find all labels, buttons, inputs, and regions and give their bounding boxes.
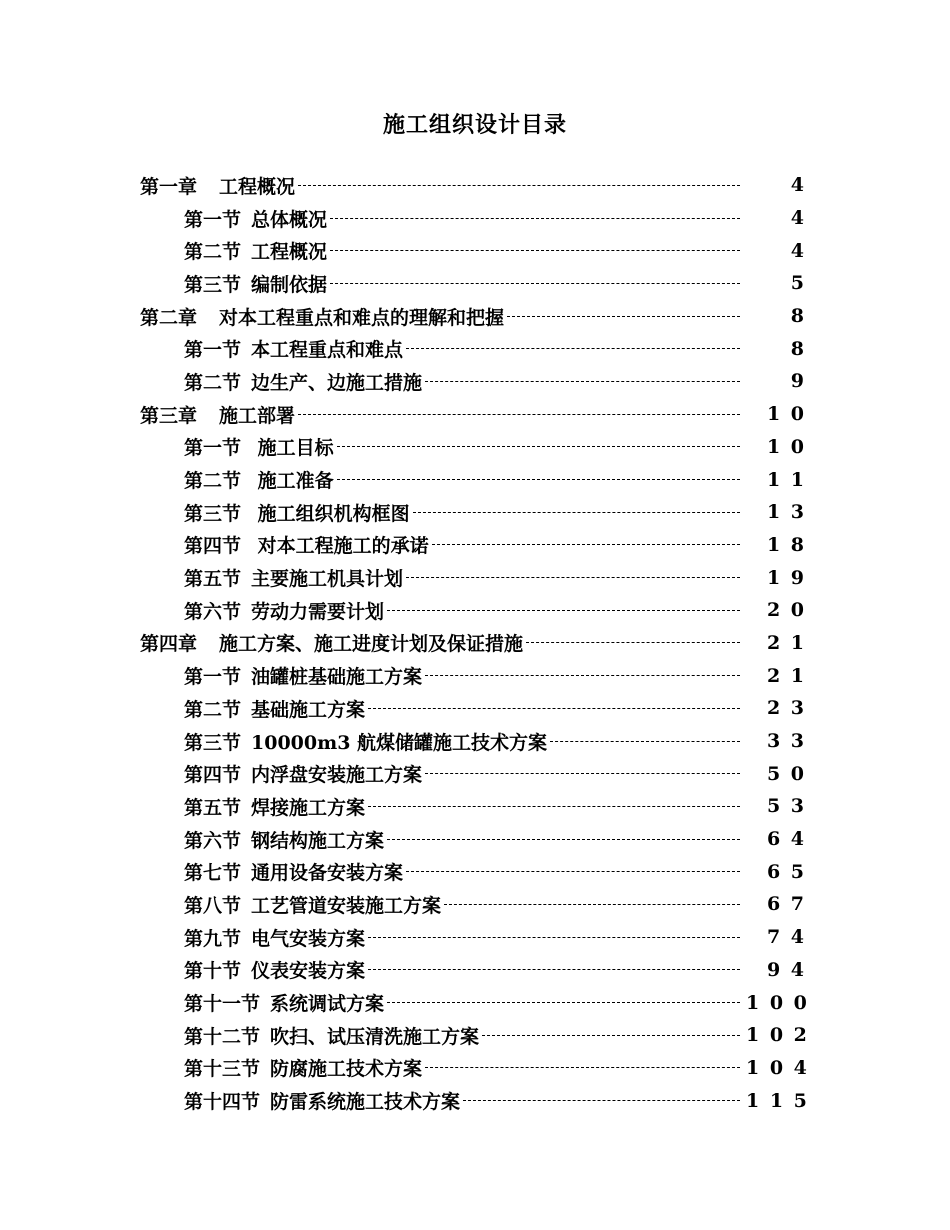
toc-page-number: 1 3 — [766, 501, 806, 524]
toc-entry-text: 工程概况 — [251, 241, 328, 264]
toc-entry-label — [184, 858, 403, 885]
toc-page-number: 4 — [790, 174, 806, 197]
toc-entry-number: 第五节 — [184, 796, 242, 819]
toc-entry-number: 第三节 — [184, 731, 242, 754]
toc-entry-number: 第七节 — [184, 862, 242, 885]
toc-entry-text: 仪表安装方案 — [251, 960, 366, 983]
toc-page-number: 6 4 — [766, 828, 806, 851]
toc-entry-number: 第二节 — [184, 470, 242, 493]
toc-entry-label — [184, 237, 327, 264]
toc-page-number: 6 5 — [766, 860, 806, 883]
toc-section-entry[interactable] — [0, 463, 950, 496]
toc-entry-text: 吹扫、试压清洗施工方案 — [270, 1025, 480, 1048]
toc-page-number: 5 0 — [766, 762, 806, 785]
toc-entry-text: 本工程重点和难点 — [251, 339, 404, 362]
toc-dash-leader — [368, 708, 740, 709]
toc-entry-number: 第三节 — [184, 502, 242, 525]
toc-entry-text: 基础施工方案 — [251, 698, 366, 721]
toc-section-entry[interactable] — [0, 1019, 950, 1052]
toc-dash-leader — [330, 218, 740, 219]
toc-chapter-entry[interactable] — [0, 169, 950, 202]
toc-entry-label — [184, 1054, 422, 1081]
toc-entry-number: 第一节 — [184, 437, 242, 460]
toc-section-entry[interactable] — [0, 954, 950, 987]
toc-page-number: 6 7 — [766, 893, 806, 916]
toc-entry-label — [184, 695, 365, 722]
toc-entry-text: 施工部署 — [219, 404, 296, 427]
toc-entry-label — [184, 989, 384, 1016]
toc-dash-leader — [425, 675, 740, 676]
toc-page-number: 8 — [790, 305, 806, 328]
toc-page-number: 1 0 — [766, 435, 806, 458]
toc-entry-number: 第十四节 — [184, 1091, 261, 1114]
toc-entry-text: 防腐施工技术方案 — [270, 1058, 423, 1081]
toc-page-number: 3 3 — [766, 730, 806, 753]
toc-entry-label — [184, 531, 429, 558]
toc-section-entry[interactable] — [0, 1084, 950, 1117]
toc-entry-text: 施工准备 — [251, 470, 334, 493]
toc-entry-number: 第四节 — [184, 535, 242, 558]
toc-dash-leader — [406, 577, 740, 578]
toc-entry-number: 第六节 — [184, 600, 242, 623]
toc-entry-label — [184, 205, 327, 232]
toc-entry-text: 劳动力需要计划 — [251, 600, 385, 623]
toc-dash-leader — [337, 479, 740, 480]
toc-entry-text: 油罐桩基础施工方案 — [251, 666, 423, 689]
toc-entry-label — [140, 629, 523, 656]
toc-page-number: 1 9 — [766, 566, 806, 589]
toc-section-entry[interactable] — [0, 594, 950, 627]
toc-page-number: 1 0 0 — [746, 991, 809, 1014]
toc-page-number: 2 3 — [766, 697, 806, 720]
toc-section-entry[interactable] — [0, 921, 950, 954]
toc-page-number: 1 8 — [766, 533, 806, 556]
toc-entry-label — [184, 728, 547, 755]
toc-entry-number: 第六节 — [184, 829, 242, 852]
toc-entry-number: 第八节 — [184, 894, 242, 917]
toc-page-number: 1 0 2 — [746, 1024, 809, 1047]
toc-entry-number: 第一节 — [184, 339, 242, 362]
toc-dash-leader — [330, 283, 740, 284]
toc-entry-label — [184, 760, 422, 787]
toc-entry-label — [184, 956, 365, 983]
toc-section-entry[interactable] — [0, 267, 950, 300]
toc-dash-leader — [463, 1100, 740, 1101]
toc-page-number: 1 0 4 — [746, 1056, 809, 1079]
toc-section-entry[interactable] — [0, 692, 950, 725]
toc-page-number: 5 — [790, 272, 806, 295]
toc-dash-leader — [368, 806, 740, 807]
toc-dash-leader — [387, 839, 740, 840]
toc-page-number: 1 1 — [766, 468, 806, 491]
toc-section-entry[interactable] — [0, 790, 950, 823]
toc-entry-label — [184, 891, 441, 918]
toc-entry-label — [184, 466, 334, 493]
toc-entry-label — [184, 499, 410, 526]
toc-entry-label — [184, 564, 403, 591]
toc-entry-number: 第二节 — [184, 371, 242, 394]
toc-section-entry[interactable] — [0, 496, 950, 529]
toc-entry-text: 工艺管道安装施工方案 — [251, 894, 442, 917]
toc-entry-number: 第三章 — [140, 404, 198, 427]
document-title: 施工组织设计目录 — [382, 112, 567, 138]
toc-entry-number: 第一章 — [140, 175, 198, 198]
toc-dash-leader — [425, 773, 740, 774]
toc-section-entry[interactable] — [0, 431, 950, 464]
toc-entry-text: 边生产、边施工措施 — [251, 371, 423, 394]
toc-entry-text: 编制依据 — [251, 273, 328, 296]
toc-page-number: 8 — [790, 337, 806, 360]
toc-entry-label — [184, 335, 403, 362]
toc-entry-text: 工程概况 — [219, 175, 296, 198]
toc-entry-label — [184, 433, 334, 460]
toc-entry-text: 总体概况 — [251, 208, 328, 231]
toc-dash-leader — [526, 642, 740, 643]
toc-section-entry[interactable] — [0, 365, 950, 398]
toc-entry-text: 焊接施工方案 — [251, 796, 366, 819]
toc-dash-leader — [406, 348, 740, 349]
toc-entry-text: 电气安装方案 — [251, 927, 366, 950]
toc-dash-leader — [507, 316, 740, 317]
toc-section-entry[interactable] — [0, 529, 950, 562]
toc-page-number: 4 — [790, 239, 806, 262]
toc-section-entry[interactable] — [0, 986, 950, 1019]
toc-entry-number: 第二章 — [140, 306, 198, 329]
toc-entry-label — [184, 793, 365, 820]
toc-dash-leader — [425, 1067, 740, 1068]
toc-entry-text: 钢结构施工方案 — [251, 829, 385, 852]
toc-page-number: 4 — [790, 207, 806, 230]
toc-page-number: 1 1 5 — [746, 1089, 809, 1112]
toc-section-entry[interactable] — [0, 855, 950, 888]
toc-page-number: 7 4 — [766, 926, 806, 949]
toc-entry-number: 第三节 — [184, 273, 242, 296]
toc-entry-text: 防雷系统施工技术方案 — [270, 1091, 461, 1114]
toc-dash-leader — [298, 414, 740, 415]
toc-section-entry[interactable] — [0, 757, 950, 790]
toc-entry-label — [184, 597, 384, 624]
toc-entry-text: 主要施工机具计划 — [251, 568, 404, 591]
toc-section-entry[interactable] — [0, 202, 950, 235]
toc-entry-text: 10000m3 航煤储罐施工技术方案 — [251, 731, 548, 754]
toc-entry-label — [140, 303, 504, 330]
toc-entry-label — [184, 826, 384, 853]
toc-entry-text: 通用设备安装方案 — [251, 862, 404, 885]
toc-dash-leader — [330, 250, 740, 251]
toc-dash-leader — [425, 381, 740, 382]
toc-entry-text: 对本工程重点和难点的理解和把握 — [219, 306, 505, 329]
toc-page-number: 2 0 — [766, 599, 806, 622]
toc-entry-number: 第十一节 — [184, 993, 261, 1016]
toc-dash-leader — [482, 1035, 740, 1036]
toc-dash-leader — [550, 741, 740, 742]
toc-entry-label — [184, 662, 422, 689]
toc-entry-text: 施工方案、施工进度计划及保证措施 — [219, 633, 524, 656]
toc-section-entry[interactable] — [0, 725, 950, 758]
toc-page-number: 9 4 — [766, 958, 806, 981]
toc-entry-number: 第十节 — [184, 960, 242, 983]
toc-entry-text: 施工目标 — [251, 437, 334, 460]
toc-dash-leader — [368, 937, 740, 938]
toc-entry-text: 施工组织机构框图 — [251, 502, 410, 525]
toc-page-number: 9 — [790, 370, 806, 393]
toc-chapter-entry[interactable] — [0, 300, 950, 333]
toc-entry-number: 第二节 — [184, 241, 242, 264]
toc-entry-label — [184, 1022, 479, 1049]
toc-section-entry[interactable] — [0, 659, 950, 692]
toc-page-number: 2 1 — [766, 664, 806, 687]
toc-dash-leader — [413, 512, 740, 513]
toc-dash-leader — [432, 544, 740, 545]
toc-entry-number: 第四章 — [140, 633, 198, 656]
toc-entry-text: 系统调试方案 — [270, 993, 385, 1016]
toc-entry-text: 内浮盘安装施工方案 — [251, 764, 423, 787]
toc-page-number: 2 1 — [766, 631, 806, 654]
toc-section-entry[interactable] — [0, 823, 950, 856]
toc-chapter-entry[interactable] — [0, 398, 950, 431]
toc-entry-number: 第十三节 — [184, 1058, 261, 1081]
toc-section-entry[interactable] — [0, 332, 950, 365]
toc-chapter-entry[interactable] — [0, 627, 950, 660]
toc-entry-label — [184, 1087, 460, 1114]
toc-dash-leader — [337, 446, 740, 447]
toc-entry-text: 对本工程施工的承诺 — [251, 535, 429, 558]
toc-section-entry[interactable] — [0, 234, 950, 267]
toc-dash-leader — [298, 185, 740, 186]
toc-entry-number: 第二节 — [184, 698, 242, 721]
toc-entry-label — [184, 368, 422, 395]
toc-entry-label — [184, 270, 327, 297]
toc-entry-number: 第四节 — [184, 764, 242, 787]
toc-dash-leader — [406, 871, 740, 872]
toc-dash-leader — [368, 969, 740, 970]
toc-section-entry[interactable] — [0, 561, 950, 594]
toc-page-number: 1 0 — [766, 403, 806, 426]
toc-section-entry[interactable] — [0, 888, 950, 921]
toc-entry-number: 第十二节 — [184, 1025, 261, 1048]
toc-entry-label — [140, 401, 295, 428]
toc-entry-number: 第一节 — [184, 208, 242, 231]
toc-dash-leader — [387, 610, 740, 611]
toc-dash-leader — [387, 1002, 740, 1003]
toc-page-number: 5 3 — [766, 795, 806, 818]
toc-entry-number: 第五节 — [184, 568, 242, 591]
toc-entry-number: 第一节 — [184, 666, 242, 689]
toc-entry-label — [184, 924, 365, 951]
toc-entry-label — [140, 172, 295, 199]
toc-section-entry[interactable] — [0, 1052, 950, 1085]
table-of-contents — [0, 169, 950, 1117]
toc-dash-leader — [444, 904, 740, 905]
toc-entry-number: 第九节 — [184, 927, 242, 950]
